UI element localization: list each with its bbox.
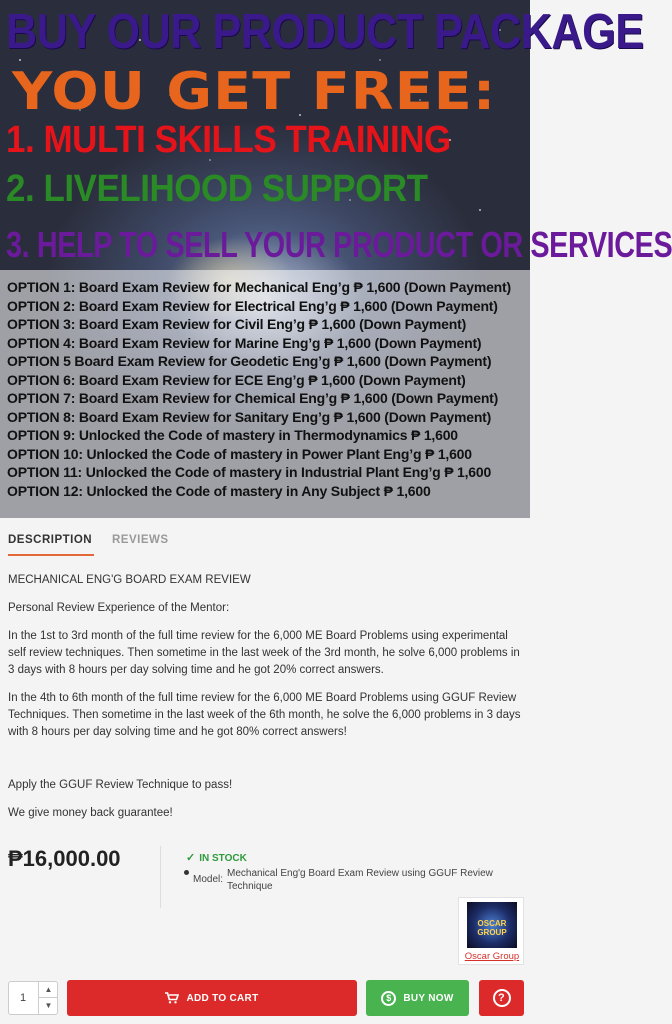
description-paragraph: In the 1st to 3rd month of the full time review for the 6,000 ME Board Problems using experimental self review techniques. Then sometime in the last week of the 3rd month, he solve 6,000 problems in 3 days with 8 hours per day solving time and he got 20% correct answers.: [8, 630, 520, 676]
option-item: OPTION 12: Unlocked the Code of mastery in Any Subject ₱ 1,600: [7, 482, 431, 499]
quantity-increase-button[interactable]: ▲: [38, 982, 58, 998]
divider: [160, 846, 161, 908]
model-label: Model:: [193, 874, 224, 885]
option-item: OPTION 1: Board Exam Review for Mechanical Eng’g ₱ 1,600 (Down Payment): [7, 279, 511, 295]
free-item-1: 1. MULTI SKILLS TRAINING: [6, 119, 451, 161]
model-value: Mechanical Eng'g Board Exam Review using GGUF Review Technique: [227, 868, 493, 892]
description-paragraph: We give money back guarantee!: [8, 807, 173, 819]
vendor-logo[interactable]: [467, 902, 517, 948]
quantity-decrease-button[interactable]: ▼: [38, 998, 58, 1014]
buy-now-button[interactable]: [366, 980, 469, 1016]
quantity-input[interactable]: [9, 982, 37, 1014]
option-item: OPTION 2: Board Exam Review for Electrical Eng’g ₱ 1,600 (Down Payment): [7, 297, 498, 314]
stock-status: [186, 851, 247, 864]
promo-subheadline: YOU GET FREE:: [12, 62, 497, 122]
option-item: OPTION 4: Board Exam Review for Marine Eng’g ₱ 1,600 (Down Payment): [7, 334, 482, 351]
cart-icon: [165, 992, 179, 1004]
option-item: OPTION 5 Board Exam Review for Geodetic Eng’g ₱ 1,600 (Down Payment): [7, 353, 492, 369]
quantity-stepper[interactable]: [8, 981, 58, 1015]
description-paragraph: Apply the GGUF Review Technique to pass!: [8, 779, 233, 791]
option-item: OPTION 8: Board Exam Review for Sanitary Eng’g ₱ 1,600 (Down Payment): [7, 408, 492, 425]
description-panel: [8, 572, 523, 822]
coin-icon: $: [381, 991, 396, 1006]
option-item: OPTION 10: Unlocked the Code of mastery in Power Plant Eng’g ₱ 1,600: [7, 445, 472, 462]
question-icon: ?: [493, 989, 511, 1007]
option-item: OPTION 3: Board Exam Review for Civil Eng’g ₱ 1,600 (Down Payment): [7, 316, 467, 332]
option-item: OPTION 6: Board Exam Review for ECE Eng’g ₱ 1,600 (Down Payment): [7, 371, 466, 388]
description-subtitle: Personal Review Experience of the Mentor:: [8, 602, 230, 614]
check-icon: ✓: [186, 852, 196, 864]
bullet-icon: [184, 870, 189, 875]
help-button[interactable]: [479, 980, 524, 1016]
buy-now-label: BUY NOW: [403, 992, 454, 1004]
tab-reviews[interactable]: REVIEWS: [112, 534, 169, 546]
description-paragraph: In the 4th to 6th month of the full time review for the 6,000 ME Board Problems using GGUF Review Techniques. Then sometime in the last week of the 6th month, he solve the 6,000 problems in 3 days with 8 hours per day solving time and he got 80% correct answers!: [8, 692, 521, 738]
description-title: MECHANICAL ENG'G BOARD EXAM REVIEW: [8, 574, 251, 586]
product-tabs: [0, 518, 530, 562]
stock-label: IN STOCK: [199, 853, 247, 864]
option-item: OPTION 11: Unlocked the Code of mastery in Industrial Plant Eng’g ₱ 1,600: [7, 464, 492, 480]
tab-description[interactable]: DESCRIPTION: [8, 534, 93, 546]
vendor-card[interactable]: [458, 897, 524, 965]
option-item: OPTION 7: Board Exam Review for Chemical Eng’g ₱ 1,600 (Down Payment): [7, 390, 499, 406]
add-to-cart-label: ADD TO CART: [186, 992, 259, 1004]
add-to-cart-button[interactable]: [67, 980, 357, 1016]
vendor-logo-text: OSCAR GROUP: [477, 919, 507, 937]
product-price: ₱16,000.00: [8, 846, 121, 871]
vendor-link[interactable]: Oscar Group: [464, 951, 520, 962]
free-item-3: 3. HELP TO SELL YOUR PRODUCT OR SERVICES: [6, 224, 672, 265]
promo-headline: BUY OUR PRODUCT PACKAGE: [6, 5, 644, 59]
options-list: [7, 278, 511, 500]
option-item: OPTION 9: Unlocked the Code of mastery in Thermodynamics ₱ 1,600: [7, 427, 458, 443]
free-item-2: 2. LIVELIHOOD SUPPORT: [6, 168, 428, 210]
